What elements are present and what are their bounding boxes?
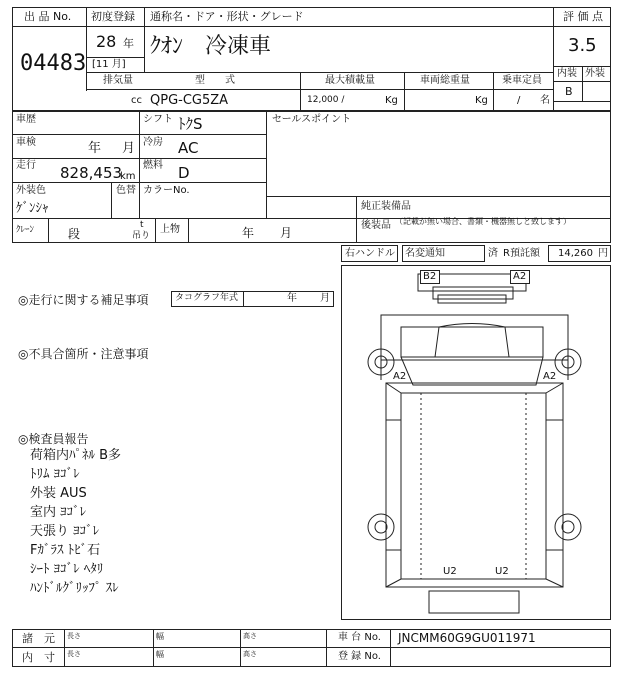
- upper-month: 月: [280, 226, 293, 240]
- inspector-label: ◎検査員報告: [18, 432, 89, 446]
- crane-dan: 段: [68, 227, 81, 241]
- damage-mark-label: U2: [495, 566, 509, 577]
- width-label: 幅: [156, 632, 164, 641]
- recycle-label: R預託額: [503, 248, 540, 259]
- damage-mark-label: U2: [443, 566, 457, 577]
- reg-year: 28: [96, 32, 117, 51]
- inspector-line: 外装 AUS: [30, 486, 87, 501]
- interior-grade: B: [565, 85, 573, 98]
- capacity-value: /: [517, 95, 521, 106]
- lot-label: 出 品 No.: [24, 10, 72, 23]
- truck-diagram: [341, 265, 611, 620]
- name-change-label: 名変通知: [405, 248, 445, 259]
- score-value: 3.5: [568, 35, 597, 56]
- sales-point-label: セールスポイント: [272, 114, 352, 125]
- damage-mark-label: A2: [543, 371, 557, 382]
- name-label: 通称名・ドア・形状・グレード: [150, 10, 304, 23]
- first-reg-label: 初度登録: [91, 10, 135, 23]
- upper-year: 年: [242, 226, 255, 240]
- inspector-lines: [30, 446, 121, 598]
- displacement-label: 排気量: [103, 75, 133, 86]
- recycle-unit: 円: [598, 248, 608, 259]
- max-load-label: 最大積載量: [325, 75, 375, 86]
- crane-t: t: [140, 220, 144, 230]
- capacity-label: 乗車定員: [502, 75, 542, 86]
- driving-notes-label: ◎走行に関する補足事項: [18, 293, 149, 307]
- pass-label: 済: [488, 248, 498, 259]
- inspector-line: 天張り ﾖｺﾞﾚ: [30, 524, 100, 539]
- chassis-value: JNCMM60G9GU011971: [398, 631, 536, 645]
- damage-mark-label: A2: [513, 271, 527, 282]
- width-label-inner: 幅: [156, 650, 164, 659]
- inspector-line: ｼｰﾄ ﾖｺﾞﾚ ﾍﾀﾘ: [30, 562, 104, 577]
- history-label: 車歴: [16, 114, 36, 125]
- inspection-month: 月: [122, 141, 136, 156]
- dims-label: 諸 元: [22, 632, 55, 645]
- max-load-value: 12,000 /: [307, 95, 345, 105]
- recycle-value: 14,260: [558, 248, 593, 259]
- shift-value: ﾄｸS: [178, 115, 203, 133]
- score-label: 評 価 点: [563, 10, 603, 23]
- mileage-label: 走行: [16, 160, 36, 171]
- max-load-unit: Kg: [385, 95, 398, 106]
- inspector-line: ﾊﾝﾄﾞﾙｸﾞﾘｯﾌﾟ ｽﾚ: [30, 581, 119, 596]
- chassis-label: 車 台 No.: [338, 632, 381, 643]
- inspector-line: 室内 ﾖｺﾞﾚ: [30, 505, 87, 520]
- crane-label: ｸﾚｰﾝ: [16, 225, 35, 235]
- gross-weight-unit: Kg: [475, 95, 488, 106]
- inspector-line: ﾄﾘﾑ ﾖｺﾞﾚ: [30, 467, 80, 482]
- inspection-year: 年: [88, 141, 102, 156]
- exterior-label: 外装: [585, 68, 605, 79]
- fuel-label: 燃料: [143, 160, 163, 171]
- equipment-label: 純正装備品: [361, 201, 411, 212]
- inner-dims-label: 内 寸: [22, 651, 55, 664]
- fuel-value: D: [178, 164, 190, 182]
- color-no-label: カラーNo.: [143, 185, 190, 196]
- height-label: 高さ: [243, 632, 257, 640]
- ac-label: 冷房: [143, 137, 163, 148]
- damage-mark-label: A2: [393, 371, 407, 382]
- steering-value: 右ハンドル: [345, 248, 395, 259]
- car-name: ｸｵﾝ 冷凍車: [150, 34, 272, 59]
- reg-no-label: 登 録 No.: [338, 651, 381, 662]
- crane-tsuri: 吊り: [132, 231, 151, 241]
- capacity-unit: 名: [540, 95, 550, 106]
- inspector-line: 荷箱内ﾊﾟﾈﾙ B多: [30, 448, 122, 463]
- color-value: ｹﾞﾝｼｬ: [16, 201, 49, 216]
- mileage-unit: km: [120, 171, 136, 182]
- tacho-year: 年: [287, 293, 297, 304]
- model-label: 型 式: [195, 75, 235, 86]
- inspection-label: 車検: [16, 137, 36, 148]
- interior-label: 内装: [557, 68, 577, 79]
- year-unit: 年: [123, 37, 134, 50]
- defects-label: ◎不具合箇所・注意事項: [18, 347, 149, 361]
- length-label-inner: 長さ: [67, 650, 81, 658]
- reg-month: [11 月]: [92, 59, 126, 70]
- upper-label: 上物: [160, 224, 180, 235]
- damage-mark-label: B2: [423, 271, 437, 282]
- ac-value: AC: [178, 139, 199, 157]
- aftermarket-note: （記載が無い場合、書類・機器無しと致します）: [395, 217, 571, 226]
- displacement-unit: cc: [131, 95, 142, 106]
- tacho-label: タコグラフ年式: [175, 293, 239, 303]
- inspector-line: Fｶﾞﾗｽ ﾄﾋﾞ石: [30, 543, 101, 558]
- lot-number: 04483: [20, 51, 87, 76]
- color-label: 外装色: [16, 185, 46, 196]
- shift-label: シフト: [143, 114, 173, 125]
- aftermarket-label: 後装品: [361, 220, 391, 231]
- model-code: QPG-CG5ZA: [150, 93, 229, 108]
- length-label: 長さ: [67, 632, 81, 640]
- tacho-month: 月: [320, 293, 330, 304]
- gross-weight-label: 車両総重量: [420, 75, 470, 86]
- color-num-label: 色替: [116, 185, 136, 196]
- height-label-inner: 高さ: [243, 650, 257, 658]
- mileage-value: 828,453: [60, 164, 123, 182]
